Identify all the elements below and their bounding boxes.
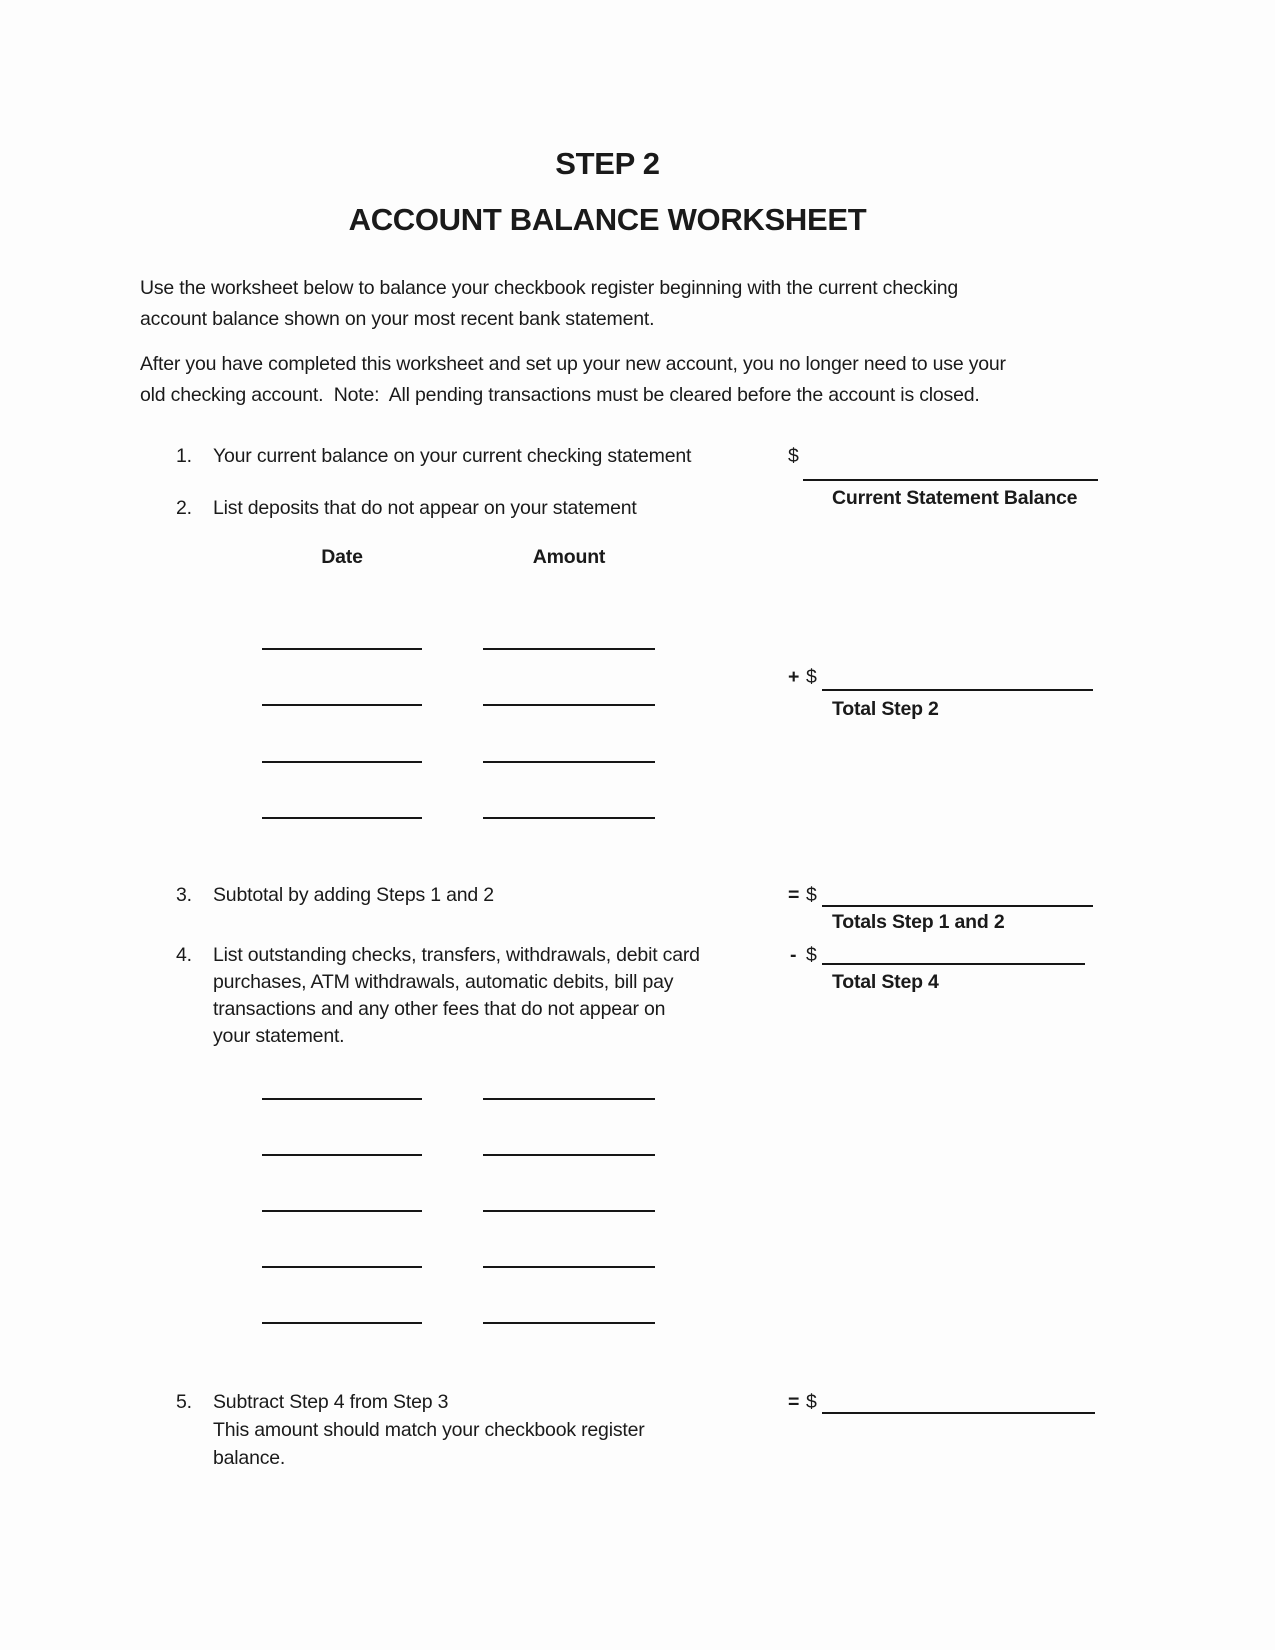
intro-paragraph2-line1: After you have completed this worksheet and set up your new account, you no longer need to use your (140, 353, 1006, 375)
step2-amount-blank-line (483, 648, 655, 650)
step1-amount-blank-line (803, 479, 1098, 481)
step4-text-line4: your statement. (213, 1025, 345, 1047)
step5-equals-operator: = (788, 1391, 800, 1413)
step2-amount-blank-line (483, 817, 655, 819)
step2-amount-blank-line (483, 761, 655, 763)
step5-text-line3: balance. (213, 1447, 286, 1469)
step4-check-blank-line (262, 1098, 422, 1100)
step3-text: Subtotal by adding Steps 1 and 2 (213, 884, 494, 906)
step1-dollar-sign: $ (788, 445, 799, 467)
step3-number: 3. (176, 884, 192, 906)
step3-equals-operator: = (788, 884, 800, 906)
step4-minus-operator: - (790, 944, 797, 966)
page-title-step: STEP 2 (555, 146, 660, 181)
step4-amount-blank-line (483, 1154, 655, 1156)
step2-item (176, 497, 637, 520)
step1-number: 1. (176, 445, 192, 467)
step3-label-totals: Totals Step 1 and 2 (832, 911, 1005, 933)
step4-amount-blank-line (483, 1098, 655, 1100)
step1-text: Your current balance on your current checking statement (213, 445, 692, 467)
step4-amount-blank-line (483, 1322, 655, 1324)
step2-date-blank-line (262, 761, 422, 763)
step2-amount-blank-line (483, 704, 655, 706)
intro-paragraph1-line2: account balance shown on your most recent bank statement. (140, 308, 655, 330)
intro-paragraph1-line1: Use the worksheet below to balance your checkbook register beginning with the current checking (140, 277, 959, 299)
step2-plus-operator: + (788, 666, 800, 688)
step5-result-blank-line (822, 1412, 1095, 1414)
step2-dollar-sign: $ (806, 666, 817, 688)
step3-total-blank-line (822, 905, 1093, 907)
step4-text-line1: List outstanding checks, transfers, withdrawals, debit card (213, 944, 700, 966)
step5-text-line2: This amount should match your checkbook register (213, 1419, 645, 1441)
step4-number: 4. (176, 944, 192, 966)
step4-label-total: Total Step 4 (832, 971, 939, 993)
step4-check-blank-line (262, 1266, 422, 1268)
step2-total-blank-line (822, 689, 1093, 691)
intro-paragraph2-line2: old checking account. Note: All pending transactions must be cleared before the account is closed. (140, 384, 980, 406)
step1-item (176, 445, 691, 468)
step5-dollar-sign: $ (806, 1391, 817, 1413)
step2-number: 2. (176, 497, 192, 519)
step4-check-blank-line (262, 1210, 422, 1212)
step4-item (176, 944, 700, 967)
step2-date-blank-line (262, 817, 422, 819)
step4-text-line2: purchases, ATM withdrawals, automatic debits, bill pay (213, 971, 674, 993)
step3-dollar-sign: $ (806, 884, 817, 906)
step1-label-current-statement-balance: Current Statement Balance (832, 487, 1078, 509)
step4-dollar-sign: $ (806, 944, 817, 966)
step4-amount-blank-line (483, 1266, 655, 1268)
step5-text-line1: Subtract Step 4 from Step 3 (213, 1391, 449, 1413)
step2-date-blank-line (262, 648, 422, 650)
step2-label-total: Total Step 2 (832, 698, 939, 720)
step4-total-blank-line (822, 963, 1085, 965)
column-header-amount: Amount (532, 546, 606, 568)
step2-text: List deposits that do not appear on your statement (213, 497, 637, 519)
step4-amount-blank-line (483, 1210, 655, 1212)
step4-check-blank-line (262, 1154, 422, 1156)
column-header-date: Date (321, 546, 363, 568)
step5-item (176, 1391, 448, 1414)
step5-number: 5. (176, 1391, 192, 1413)
page-title: ACCOUNT BALANCE WORKSHEET (348, 202, 867, 237)
step4-check-blank-line (262, 1322, 422, 1324)
step3-item (176, 884, 494, 907)
step2-date-blank-line (262, 704, 422, 706)
step4-text-line3: transactions and any other fees that do not appear on (213, 998, 666, 1020)
